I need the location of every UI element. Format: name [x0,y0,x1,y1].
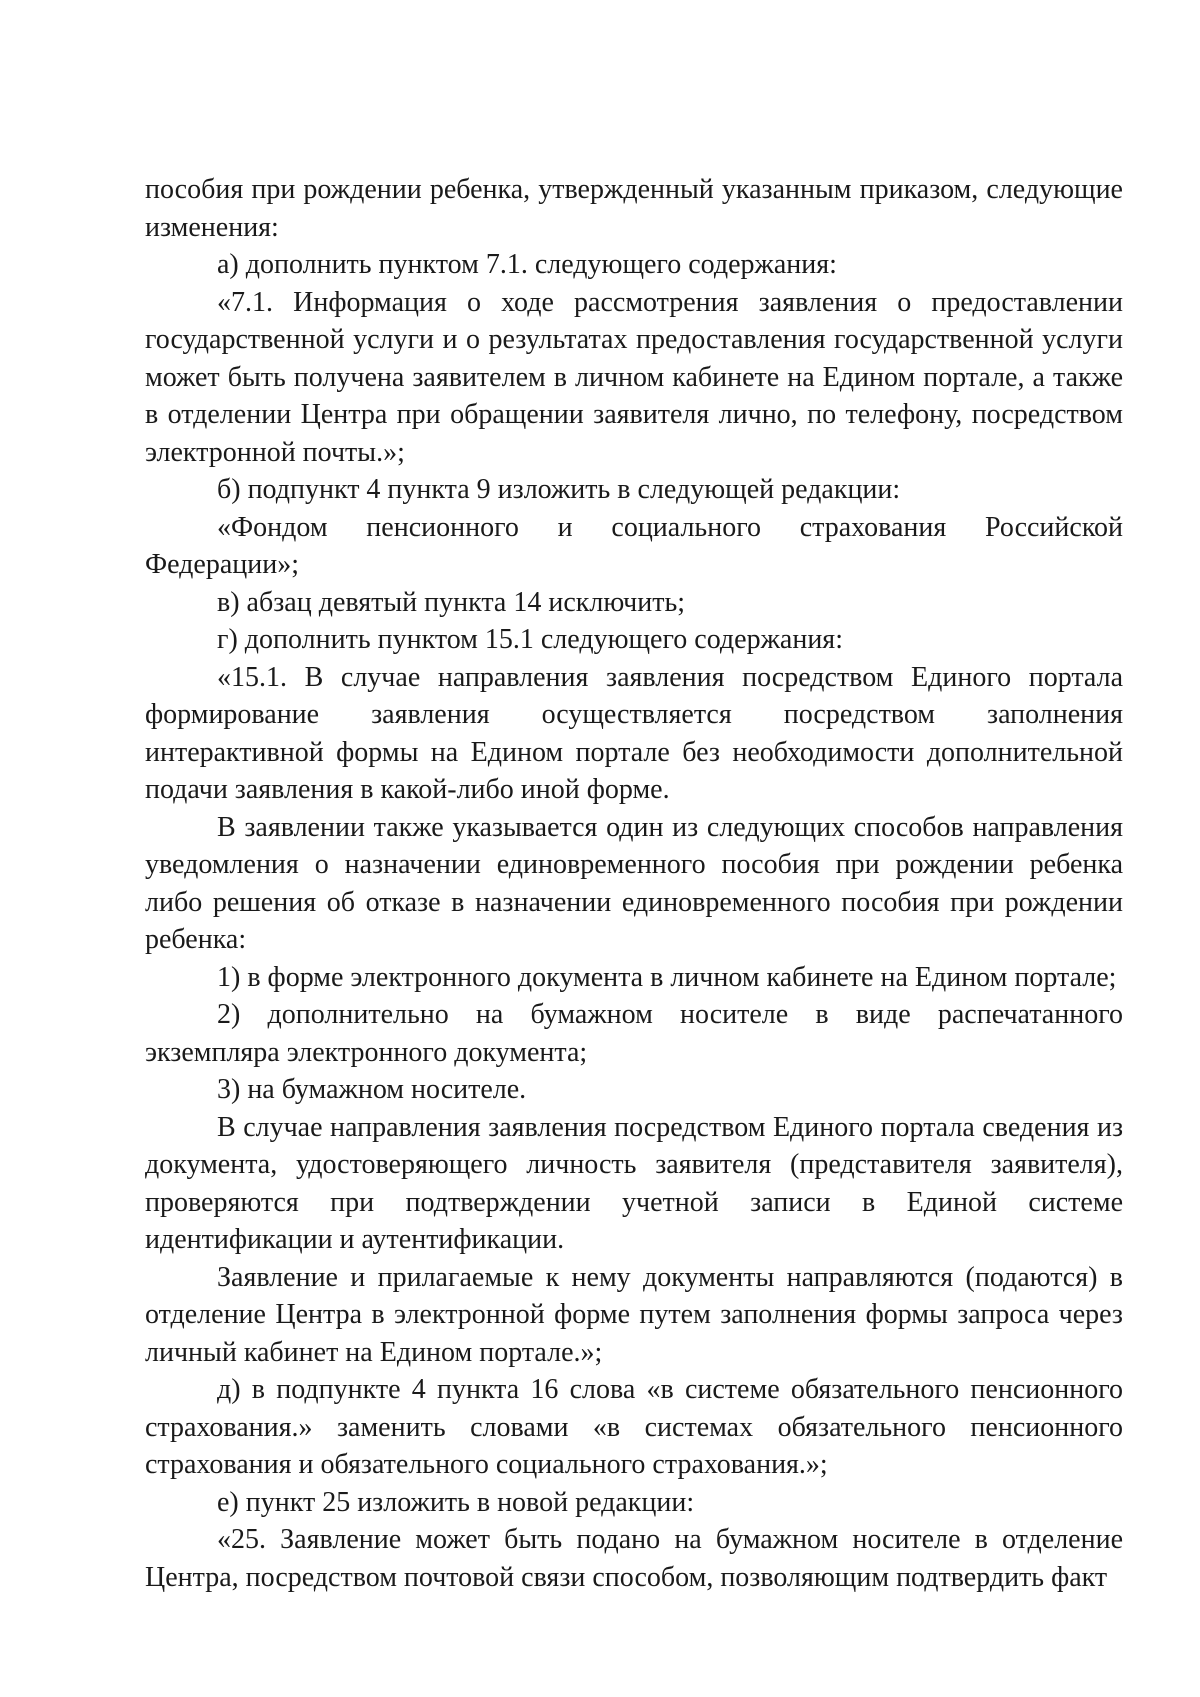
paragraph-continuation: пособия при рождении ребенка, утвержденный указанным приказом, следующие изменения: [145,174,1123,243]
paragraph-quote-15-1: «15.1. В случае направления заявления посредством Единого портала формирование заявления осуществляется посредством заполнения интерактивной формы на Едином портале без необходимости дополнительной подачи заявления в какой-либо иной форме. [145,661,1123,805]
paragraph-notification-methods: В заявлении также указывается один из следующих способов направления уведомления о назначении единовременного пособия при рождении ребенка либо решения об отказе в назначении единовременного пособия при рождении ребенка: [145,811,1123,955]
paragraph-identity-check: В случае направления заявления посредством Единого портала сведения из документа, удостоверяющего личность заявителя (представителя заявителя), проверяются при подтверждении учетной записи в Единой системе идентификации и аутентификации. [145,1111,1123,1255]
paragraph-quote-25: «25. Заявление может быть подано на бумажном носителе в отделение Центра, посредством почтовой связи способом, позволяющим подтвердить факт [145,1524,1123,1593]
paragraph-item-b: б) подпункт 4 пункта 9 изложить в следующей редакции: [217,474,901,505]
paragraph-item-d: д) в подпункте 4 пункта 16 слова «в системе обязательного пенсионного страхования.» заменить словами «в системах обязательного пенсионного страхования и обязательного социального страхования.»; [145,1374,1123,1480]
paragraph-method-1: 1) в форме электронного документа в личном кабинете на Едином портале; [217,961,1117,993]
paragraph-method-3: 3) на бумажном носителе. [217,1074,527,1105]
paragraph-item-v: в) абзац девятый пункта 14 исключить; [217,586,686,618]
paragraph-item-a: а) дополнить пунктом 7.1. следующего содержания: [217,249,837,280]
paragraph-method-2: 2) дополнительно на бумажном носителе в виде распечатанного экземпляра электронного документа; [145,999,1123,1068]
paragraph-quote-7-1: «7.1. Информация о ходе рассмотрения заявления о предоставлении государственной услуги и о результатах предоставления государственной услуги может быть получена заявителем в личном кабинете на Едином портале, а также в отделении Центра при обращении заявителя лично, по телефону, посредством электронной почты.»; [145,286,1123,468]
paragraph-item-e: е) пункт 25 изложить в новой редакции: [217,1486,695,1518]
document-body [145,171,1123,1596]
paragraph-electronic-submission: Заявление и прилагаемые к нему документы направляются (подаются) в отделение Центра в электронной форме путем заполнения формы запроса через личный кабинет на Едином портале.»; [145,1261,1123,1368]
paragraph-item-g: г) дополнить пунктом 15.1 следующего содержания: [217,624,843,655]
paragraph-quote-fund: «Фондом пенсионного и социального страхования Российской Федерации»; [145,511,1123,580]
